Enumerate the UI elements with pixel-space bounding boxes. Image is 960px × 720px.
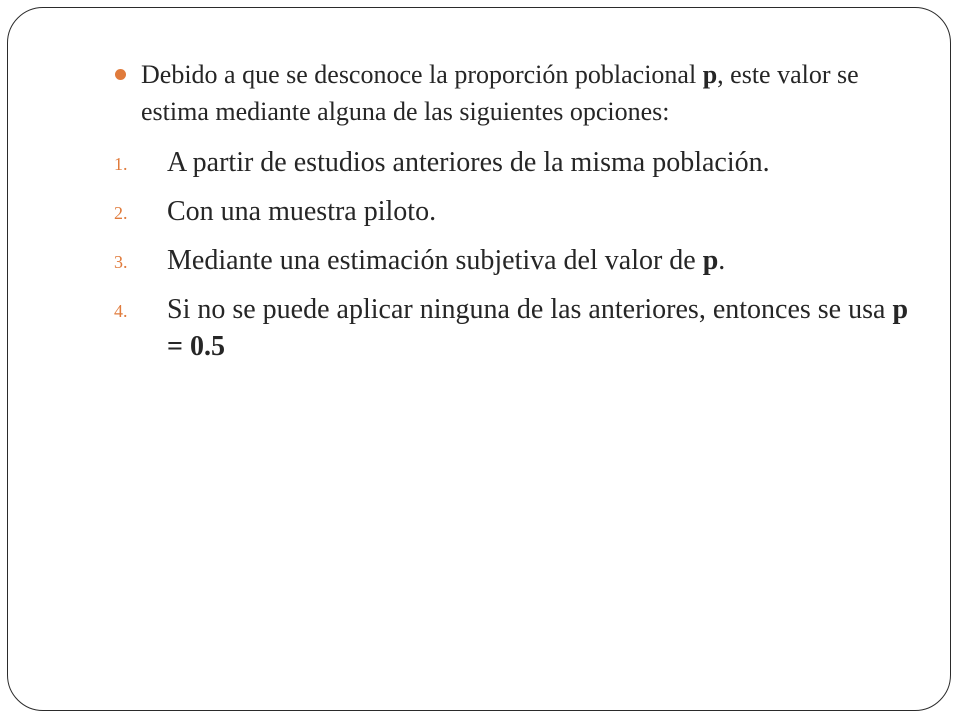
option-text: Con una muestra piloto. (167, 196, 437, 227)
intro-text-start: Debido a que se desconoce la proporción poblacional (141, 60, 703, 89)
option-item-3 (108, 242, 908, 279)
option-p-value: p = 0.5 (167, 294, 909, 362)
option-item-4 (108, 291, 908, 365)
slide-frame (7, 7, 951, 711)
options-list (108, 144, 908, 365)
intro-bullet (108, 56, 908, 130)
option-text: Mediante una estimación subjetiva del valor de (167, 245, 703, 276)
intro-p-symbol: p (702, 60, 718, 89)
option-text-end: . (718, 245, 726, 276)
intro-text-end: , este valor se estima mediante alguna de las siguientes opciones: (141, 60, 859, 126)
option-text: A partir de estudios anteriores de la misma población. (167, 147, 770, 178)
option-p-symbol: p (702, 245, 719, 276)
option-item-2 (108, 193, 908, 230)
slide-content (108, 56, 908, 377)
bullet-dot-icon (115, 69, 126, 80)
option-number: 4. (114, 301, 128, 321)
option-number: 3. (114, 252, 128, 272)
option-text: Si no se puede aplicar ninguna de las anteriores, entonces se usa (167, 294, 893, 325)
option-number: 2. (114, 203, 128, 223)
option-number: 1. (114, 154, 128, 174)
option-item-1 (108, 144, 908, 181)
